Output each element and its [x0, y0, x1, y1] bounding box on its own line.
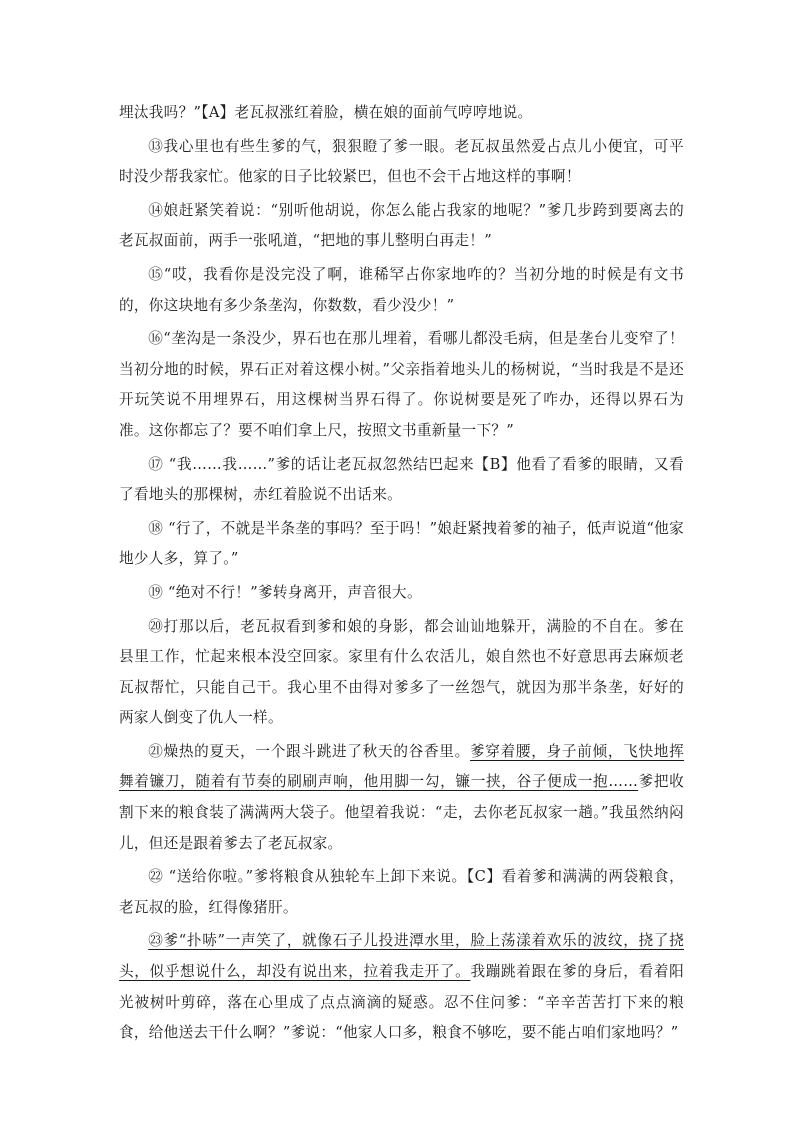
paragraph-15 [119, 260, 684, 321]
paragraph-16 [119, 324, 684, 446]
paragraph-17 [119, 450, 684, 511]
paragraph-12-end [119, 98, 684, 129]
paragraph-text: ⑭娘赶紧笑着说：“别听他胡说，你怎么能占我家的地呢？”爹几步跨到要离去的老瓦叔面前，两手一张吼道，“把地的事儿整明白再走！” [119, 201, 684, 250]
paragraph-text: 埋汰我吗？”【A】老瓦叔涨红着脸，横在娘的面前气哼哼地说。 [119, 104, 533, 121]
paragraph-23 [119, 926, 684, 1048]
paragraph-text: ⑱ “行了，不就是半条垄的事吗？至于吗！”娘赶紧拽着爹的袖子，低声说道“他家地少人多，算了。” [119, 519, 684, 568]
paragraph-text: ⑯“垄沟是一条没少，界石也在那儿埋着，看哪儿都没毛病，但是垄台儿变窄了！当初分地的时候，界石正对着这棵小树。”父亲指着地头儿的杨树说，“当时我是不是还开玩笑说不用埋界石，用这棵树当界石得了。你说树要是死了咋办，还得以界石为准。这你都忘了？要不咱们拿上尺，按照文书重新量一下？” [119, 330, 684, 439]
underlined-sentence: ㉓爹“扑哧”一声笑了，就像石子儿投进潭水里，脸上荡漾着欢乐的波纹，挠了挠头，似乎想说什么，却没有说出来，拉着我走开了。 [119, 932, 684, 981]
paragraph-22 [119, 862, 684, 923]
paragraph-19 [119, 578, 684, 609]
paragraph-text: 我蹦跳着跟在爹的身后，看着阳光被树叶剪碎，落在心里成了点点滴滴的疑惑。忍不住问爹：“辛辛苦苦打下来的粮食，给他送去干什么啊？”爹说：“他家人口多，粮食不够吃，要不能占咱们家地吗？” [119, 963, 684, 1042]
paragraph-13 [119, 132, 684, 193]
article-body [119, 98, 684, 1052]
paragraph-text: ⑬我心里也有些生爹的气，狠狠瞪了爹一眼。老瓦叔虽然爱占点儿小便宜，可平时没少帮我家忙。他家的日子比较紧巴，但也不会干占地这样的事啊！ [119, 137, 684, 186]
paragraph-text: 爹把收割下来的粮食装了满满两大袋子。他望着我说：“走，去你老瓦叔家一趟。”我虽然纳闷儿，但还是跟着爹去了老瓦叔家。 [119, 773, 684, 852]
paragraph-text: ⑰ “我……我……”爹的话让老瓦叔忽然结巴起来【B】他看了看爹的眼睛，又看了看地头的那棵树，赤红着脸说不出话来。 [119, 455, 684, 504]
paragraph-text: ㉑燥热的夏天，一个跟斗跳进了秋天的谷香里。 [148, 742, 470, 760]
paragraph-20 [119, 612, 684, 734]
paragraph-text: ⑲ “绝对不行！”爹转身离开，声音很大。 [148, 583, 422, 601]
paragraph-14 [119, 196, 684, 257]
paragraph-text: ㉒ “送给你啦。”爹将粮食从独轮车上卸下来说。【C】看着爹和满满的两袋粮食，老瓦叔的脸，红得像猪肝。 [119, 868, 684, 916]
paragraph-21 [119, 737, 684, 859]
paragraph-text: ⑮“哎，我看你是没完没了啊，谁稀罕占你家地咋的？当初分地的时候是有文书的，你这块地有多少条垄沟，你数数，看少没少！” [119, 265, 684, 314]
paragraph-18 [119, 514, 684, 575]
underlined-sentence: 爹穿着腰，身子前倾，飞快地挥舞着镰刀，随着有节奏的刷刷声响，他用脚一勾，镰一挟，谷子便成一抱…… [119, 742, 685, 791]
paragraph-text: ⑳打那以后，老瓦叔看到爹和娘的身影，都会讪讪地躲开，满脸的不自在。爹在县里工作，忙起来根本没空回家。家里有什么农活儿，娘自然也不好意思再去麻烦老瓦叔帮忙，只能自己干。我心里不由得对爹多了一丝怨气，就因为那半条垄，好好的两家人倒变了仇人一样。 [119, 617, 684, 727]
